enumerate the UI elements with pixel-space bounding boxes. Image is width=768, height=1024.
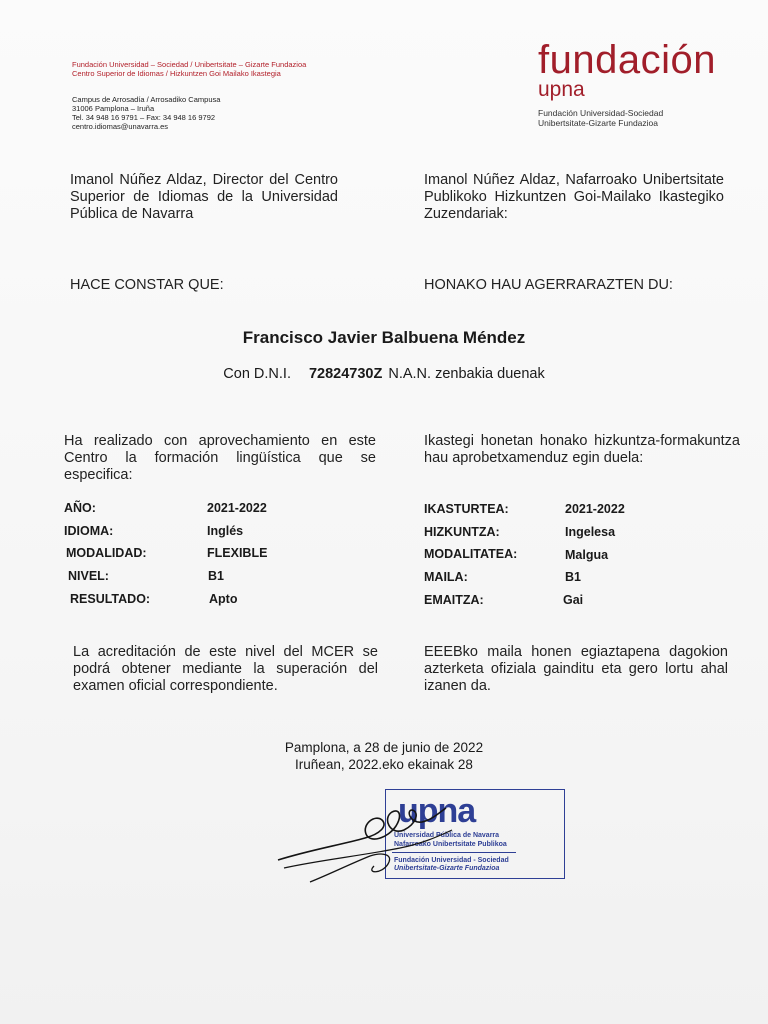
detail-value-result-eu: Gai bbox=[563, 593, 584, 607]
detail-label-modality: MODALIDAD: bbox=[66, 546, 147, 560]
logo-caption-eu: Unibertsitate-Gizarte Fundazioa bbox=[538, 118, 659, 128]
logo-wordmark: fundación bbox=[538, 38, 716, 82]
accreditation-eu bbox=[424, 644, 728, 695]
header-city: 31006 Pamplona – Iruña bbox=[72, 104, 155, 113]
header-phone: Tel. 34 948 16 9791 – Fax: 34 948 16 9792 bbox=[72, 113, 216, 122]
detail-value-level: B1 bbox=[208, 569, 224, 583]
detail-value-modality: FLEXIBLE bbox=[207, 546, 268, 560]
detail-value-result: Apto bbox=[209, 592, 238, 606]
detail-label-result: RESULTADO: bbox=[70, 592, 151, 606]
detail-value-year-eu: 2021-2022 bbox=[565, 502, 625, 516]
director-signature bbox=[270, 790, 460, 890]
detail-label-language-eu: HIZKUNTZA: bbox=[424, 525, 500, 539]
header-campus: Campus de Arrosadía / Arrosadiko Campusa bbox=[72, 95, 221, 104]
intro-eu: Imanol Núñez Aldaz, Nafarroako Unibertsitate Publikoko Hizkuntzen Goi-Mailako Ikastegiko Zuzendariak: bbox=[424, 172, 724, 222]
detail-value-level-eu: B1 bbox=[565, 570, 581, 584]
id-number: 72824730Z bbox=[308, 366, 383, 382]
detail-label-result-eu: EMAITZA: bbox=[424, 593, 484, 607]
intro-es: Imanol Núñez Aldaz, Director del Centro Superior de Idiomas de la Universidad Pública de Navarra bbox=[70, 172, 338, 222]
issue-date bbox=[0, 739, 768, 773]
detail-label-level: NIVEL: bbox=[68, 569, 109, 583]
stamp-university-es: Universidad Pública de Navarra bbox=[394, 832, 500, 839]
detail-value-year: 2021-2022 bbox=[207, 501, 267, 515]
issue-date-es: Pamplona, a 28 de junio de 2022 bbox=[284, 740, 484, 755]
certifies-es: HACE CONSTAR QUE: bbox=[70, 277, 224, 293]
id-suffix: N.A.N. zenbakia duenak bbox=[388, 366, 545, 382]
holder-name: Francisco Javier Balbuena Méndez bbox=[242, 328, 526, 347]
stamp-foundation-eu: Unibertsitate-Gizarte Fundazioa bbox=[394, 865, 500, 872]
logo-upna: upna bbox=[538, 78, 585, 101]
header-foundation-line: Fundación Universidad – Sociedad / Unibertsitate – Gizarte Fundazioa bbox=[72, 60, 307, 69]
detail-label-language: IDIOMA: bbox=[64, 524, 114, 538]
header-center-line: Centro Superior de Idiomas / Hizkuntzen Goi Mailako Ikastegia bbox=[72, 69, 281, 78]
detail-value-language: Inglés bbox=[207, 524, 244, 538]
detail-label-modality-eu: MODALITATEA: bbox=[424, 547, 518, 561]
detail-label-year-eu: IKASTURTEA: bbox=[424, 502, 509, 516]
stamp-foundation-es: Fundación Universidad - Sociedad bbox=[394, 857, 509, 864]
detail-value-language-eu: Ingelesa bbox=[565, 525, 616, 539]
training-es: Ha realizado con aprovechamiento en este Centro la formación lingüística que se especifica: bbox=[64, 433, 376, 483]
issue-date-eu: Iruñean, 2022.eko ekainak 28 bbox=[295, 757, 473, 772]
header-email: centro.idiomas@unavarra.es bbox=[72, 122, 168, 131]
detail-value-modality-eu: Malgua bbox=[565, 548, 609, 562]
logo-caption-es: Fundación Universidad-Sociedad bbox=[538, 108, 664, 118]
certifies-eu: HONAKO HAU AGERRARAZTEN DU: bbox=[424, 277, 673, 293]
stamp-upna-logo: upna bbox=[398, 792, 476, 830]
detail-label-level-eu: MAILA: bbox=[424, 570, 468, 584]
accreditation-eu-text: EEEBko maila honen egiaztapena dagokion azterketa ofiziala gainditu eta gero lortu ahal izanen da. bbox=[424, 644, 728, 694]
detail-label-year: AÑO: bbox=[64, 501, 96, 515]
accreditation-es: La acreditación de este nivel del MCER se podrá obtener mediante la superación del examen oficial correspondiente. bbox=[73, 644, 378, 694]
training-eu: Ikastegi honetan honako hizkuntza-formakuntza hau aprobetxamenduz egin duela: bbox=[424, 433, 740, 466]
id-prefix: Con D.N.I. bbox=[223, 366, 291, 382]
stamp-university-eu: Nafarroako Unibertsitate Publikoa bbox=[394, 841, 507, 848]
